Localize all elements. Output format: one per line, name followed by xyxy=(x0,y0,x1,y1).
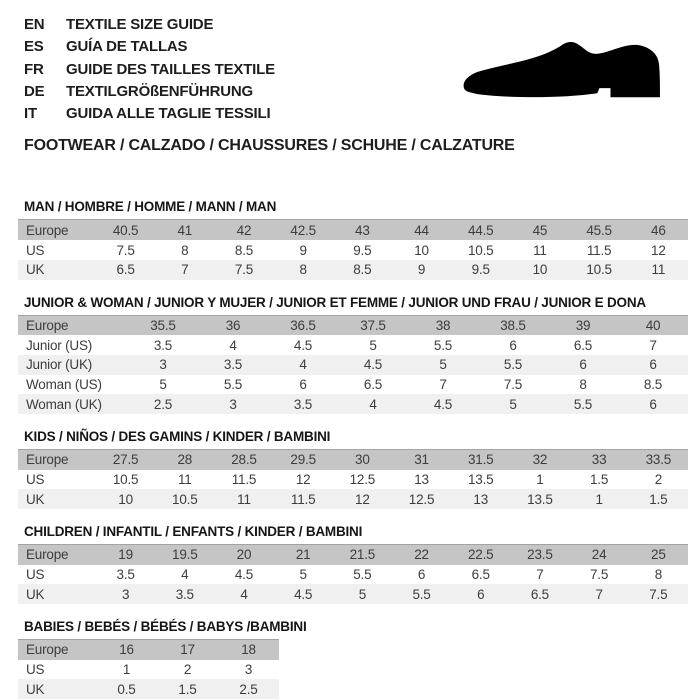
table-row xyxy=(18,260,688,280)
shoe-silhouette-path xyxy=(464,42,660,97)
size-cell: 8 xyxy=(181,242,189,258)
size-cell: 6.5 xyxy=(471,567,490,583)
language-code: DE xyxy=(24,82,45,100)
language-row xyxy=(24,103,700,125)
size-cell: 27.5 xyxy=(112,452,139,468)
size-cell: 45 xyxy=(532,222,548,238)
row-label: Europe xyxy=(26,547,69,563)
size-cell: 7.5 xyxy=(116,242,135,258)
row-label: US xyxy=(26,472,45,488)
size-cell: 4.5 xyxy=(363,357,383,373)
size-cell: 6 xyxy=(509,337,517,353)
size-cell: 9.5 xyxy=(353,242,372,258)
row-label: UK xyxy=(26,586,45,602)
size-cell: 44.5 xyxy=(467,222,494,238)
size-cell: 40.5 xyxy=(112,222,139,238)
size-cell: 6 xyxy=(649,357,657,373)
size-cell: 28.5 xyxy=(231,452,257,468)
size-cell: 19 xyxy=(118,547,133,563)
section-title: JUNIOR & WOMAN / JUNIOR Y MUJER / JUNIOR ET FEMME / JUNIOR UND FRAU / JUNIOR E DONA xyxy=(24,294,646,310)
size-cell: 7 xyxy=(536,567,544,583)
size-cell: 7 xyxy=(595,586,603,602)
language-label: TEXTILGRÖßENFÜHRUNG xyxy=(66,82,254,100)
size-cell: 5.5 xyxy=(353,567,372,583)
size-cell: 3.5 xyxy=(153,337,173,353)
table-header-row xyxy=(18,640,279,660)
size-cell: 44 xyxy=(414,222,429,238)
size-cell: 35.5 xyxy=(150,317,176,333)
size-cell: 21 xyxy=(295,547,311,563)
size-table xyxy=(18,639,279,699)
size-cell: 1 xyxy=(595,491,603,507)
size-cell: 11 xyxy=(237,491,251,507)
size-cell: 36.5 xyxy=(290,317,316,333)
size-section xyxy=(18,524,700,604)
size-cell: 12 xyxy=(355,491,370,507)
size-cell: 39 xyxy=(575,317,591,333)
size-cell: 5 xyxy=(299,567,307,583)
size-cell: 31.5 xyxy=(467,452,494,468)
size-section xyxy=(18,295,700,414)
size-cell: 4 xyxy=(240,586,248,602)
size-cell: 2.5 xyxy=(239,681,258,697)
table-row xyxy=(18,470,688,490)
size-cell: 3.5 xyxy=(175,586,194,602)
size-cell: 13.5 xyxy=(527,491,553,507)
size-cell: 36 xyxy=(225,317,241,333)
size-cell: 9 xyxy=(417,262,426,278)
row-label: Europe xyxy=(26,222,69,238)
size-cell: 4.5 xyxy=(294,586,313,602)
size-cell: 1.5 xyxy=(178,681,197,697)
size-cell: 10 xyxy=(118,491,133,507)
language-row xyxy=(24,14,700,36)
table-header-row xyxy=(18,449,688,469)
size-cell: 38.5 xyxy=(500,317,526,333)
row-label: Woman (US) xyxy=(26,376,102,392)
size-cell: 3 xyxy=(121,586,130,602)
language-code: ES xyxy=(24,38,44,56)
size-cell: 5.5 xyxy=(433,337,453,353)
size-cell: 23.5 xyxy=(527,547,553,563)
row-label: Europe xyxy=(26,452,69,468)
size-table xyxy=(18,219,688,279)
size-cell: 3 xyxy=(244,662,253,678)
size-cell: 10.5 xyxy=(467,242,494,258)
row-label: Junior (UK) xyxy=(26,357,93,373)
section-title: BABIES / BEBÉS / BÉBÉS / BABYS /BAMBINI xyxy=(24,619,307,635)
size-cell: 7.5 xyxy=(503,376,523,392)
size-cell: 32 xyxy=(532,452,548,468)
size-cell: 1 xyxy=(536,472,544,488)
section-title: KIDS / NIÑOS / DES GAMINS / KINDER / BAMBINI xyxy=(24,428,331,444)
row-label: US xyxy=(26,662,45,678)
size-cell: 8 xyxy=(654,567,662,583)
size-cell: 21.5 xyxy=(349,547,376,563)
size-cell: 4 xyxy=(229,337,237,353)
language-code: EN xyxy=(24,16,45,33)
size-sections xyxy=(18,199,700,699)
size-cell: 12 xyxy=(651,242,666,258)
size-cell: 19.5 xyxy=(172,547,198,563)
size-cell: 7.5 xyxy=(234,262,254,278)
size-cell: 3.5 xyxy=(223,357,243,373)
size-cell: 2 xyxy=(183,662,192,678)
table-row xyxy=(18,584,688,604)
shoe-icon xyxy=(462,34,662,106)
size-cell: 11.5 xyxy=(290,491,316,507)
size-cell: 10 xyxy=(414,242,429,258)
table-row xyxy=(18,679,279,699)
size-cell: 10.5 xyxy=(586,262,612,278)
size-cell: 8.5 xyxy=(643,376,663,392)
table-row xyxy=(18,355,688,375)
size-cell: 5 xyxy=(159,376,167,392)
size-cell: 6 xyxy=(477,586,485,602)
size-cell: 6.5 xyxy=(530,586,549,602)
size-cell: 28 xyxy=(177,452,193,468)
size-cell: 1.5 xyxy=(590,472,609,488)
table-row xyxy=(18,375,688,395)
size-cell: 13 xyxy=(414,472,429,488)
language-code: IT xyxy=(24,105,37,123)
size-cell: 12.5 xyxy=(349,472,376,488)
table-row xyxy=(18,335,688,355)
size-cell: 11 xyxy=(177,472,192,488)
size-cell: 22 xyxy=(414,547,429,563)
table-row xyxy=(18,489,688,509)
size-cell: 12 xyxy=(295,472,311,488)
size-cell: 45.5 xyxy=(586,222,612,238)
size-cell: 11 xyxy=(651,262,666,278)
size-cell: 5.5 xyxy=(223,376,243,392)
table-row xyxy=(18,394,688,414)
size-cell: 5 xyxy=(369,337,377,353)
size-cell: 40 xyxy=(645,317,661,333)
size-cell: 6 xyxy=(649,396,657,412)
size-cell: 4 xyxy=(299,357,307,373)
size-cell: 6 xyxy=(579,357,587,373)
size-section xyxy=(18,199,700,279)
language-label: GUÍA DE TALLAS xyxy=(66,38,188,56)
size-cell: 30 xyxy=(355,452,370,468)
size-cell: 9.5 xyxy=(471,262,490,278)
language-code: FR xyxy=(24,60,44,78)
size-cell: 5.5 xyxy=(412,586,431,602)
size-cell: 20 xyxy=(236,547,252,563)
size-cell: 46 xyxy=(651,222,666,238)
size-cell: 43 xyxy=(355,222,370,238)
section-title: MAN / HOMBRE / HOMME / MANN / MAN xyxy=(24,199,277,215)
size-cell: 29.5 xyxy=(290,452,316,468)
size-section xyxy=(18,429,700,509)
size-cell: 4.5 xyxy=(293,337,313,353)
category-line: FOOTWEAR / CALZADO / CHAUSSURES / SCHUHE / CALZATURE xyxy=(24,137,515,155)
row-label: Europe xyxy=(26,317,69,333)
language-label: GUIDE DES TAILLES TEXTILE xyxy=(66,60,275,78)
size-cell: 5.5 xyxy=(503,357,523,373)
size-cell: 6.5 xyxy=(116,262,135,278)
size-cell: 5.5 xyxy=(573,396,593,412)
size-cell: 11 xyxy=(533,242,547,258)
table-row xyxy=(18,660,279,680)
size-cell: 4 xyxy=(369,396,377,412)
row-label: UK xyxy=(26,262,45,278)
size-cell: 31 xyxy=(414,452,429,468)
size-cell: 38 xyxy=(435,317,451,333)
size-cell: 1.5 xyxy=(649,491,668,507)
size-cell: 37.5 xyxy=(360,317,386,333)
size-cell: 13.5 xyxy=(467,472,494,488)
size-cell: 16 xyxy=(119,642,134,658)
size-cell: 2.5 xyxy=(153,396,173,412)
language-label: GUIDA ALLE TAGLIE TESSILI xyxy=(66,105,271,123)
size-cell: 6.5 xyxy=(573,337,593,353)
size-cell: 6 xyxy=(299,376,307,392)
size-cell: 42 xyxy=(236,222,252,238)
row-label: UK xyxy=(26,491,45,507)
row-label: Europe xyxy=(26,642,69,658)
size-cell: 10.5 xyxy=(172,491,198,507)
size-cell: 33.5 xyxy=(645,452,672,468)
size-cell: 12.5 xyxy=(408,491,435,507)
size-cell: 18 xyxy=(241,642,256,658)
table-header-row xyxy=(18,545,688,565)
size-cell: 3.5 xyxy=(116,567,135,583)
size-cell: 25 xyxy=(651,547,666,563)
size-cell: 3 xyxy=(159,357,167,373)
row-label: Woman (UK) xyxy=(26,396,102,412)
row-label: UK xyxy=(26,681,45,697)
size-cell: 2 xyxy=(654,472,662,488)
size-cell: 8.5 xyxy=(234,242,254,258)
size-cell: 3.5 xyxy=(293,396,313,412)
size-cell: 9 xyxy=(299,242,307,258)
size-cell: 10.5 xyxy=(112,472,139,488)
size-cell: 4.5 xyxy=(433,396,453,412)
table-header-row xyxy=(18,315,688,335)
size-cell: 22.5 xyxy=(467,547,494,563)
size-cell: 7 xyxy=(649,337,657,353)
table-row xyxy=(18,565,688,585)
row-label: US xyxy=(26,242,45,258)
size-table xyxy=(18,544,688,604)
size-cell: 5 xyxy=(509,396,517,412)
size-cell: 0.5 xyxy=(117,681,136,697)
size-cell: 42.5 xyxy=(290,222,316,238)
row-label: US xyxy=(26,567,45,583)
size-cell: 5 xyxy=(358,586,366,602)
size-cell: 1 xyxy=(122,662,131,678)
size-cell: 6 xyxy=(417,567,426,583)
size-cell: 8.5 xyxy=(353,262,372,278)
language-label: TEXTILE SIZE GUIDE xyxy=(66,16,214,33)
table-row xyxy=(18,240,688,260)
size-cell: 13 xyxy=(473,491,489,507)
size-cell: 7 xyxy=(439,376,447,392)
size-cell: 33 xyxy=(591,452,607,468)
size-cell: 24 xyxy=(591,547,607,563)
size-cell: 3 xyxy=(229,396,237,412)
size-cell: 4 xyxy=(181,567,189,583)
size-table xyxy=(18,449,688,509)
size-cell: 7.5 xyxy=(590,567,609,583)
size-cell: 8 xyxy=(299,262,307,278)
size-cell: 11.5 xyxy=(231,472,257,488)
size-cell: 5 xyxy=(439,357,447,373)
table-header-row xyxy=(18,220,688,240)
size-cell: 8 xyxy=(579,376,587,392)
size-cell: 6.5 xyxy=(363,376,383,392)
size-cell: 10 xyxy=(532,262,548,278)
row-label: Junior (US) xyxy=(26,337,93,353)
size-cell: 7.5 xyxy=(649,586,668,602)
size-table xyxy=(18,315,688,414)
size-cell: 4.5 xyxy=(234,567,254,583)
size-cell: 17 xyxy=(180,642,195,658)
size-cell: 41 xyxy=(177,222,193,238)
size-cell: 11.5 xyxy=(586,242,612,258)
section-title: CHILDREN / INFANTIL / ENFANTS / KINDER / BAMBINI xyxy=(24,524,363,540)
size-cell: 7 xyxy=(181,262,189,278)
size-section xyxy=(18,619,700,699)
